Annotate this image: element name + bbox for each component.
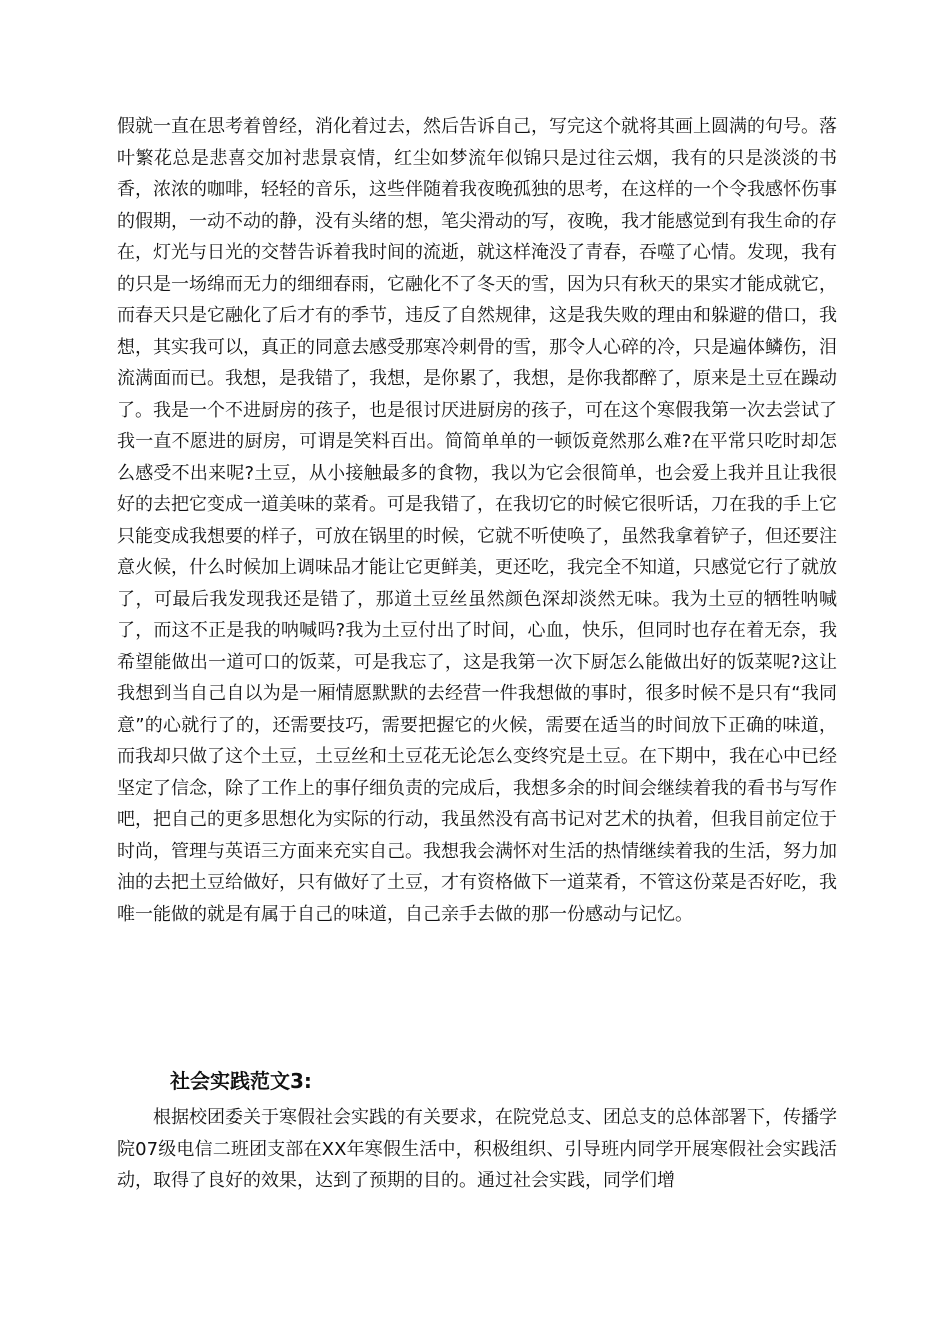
essay-paragraph: 假就一直在思考着曾经，消化着过去，然后告诉自己，写完这个就将其画上圆满的句号。落叶繁花总是悲喜交加衬悲景哀情，红尘如梦流年似锦只是过往云烟，我有的只是淡淡的书香，浓浓的咖啡，轻轻的音乐，这些伴随着我夜晚孤独的思考，在这样的一个令我感怀伤事的假期，一动不动的静，没有头绪的想，笔尖滑动的写，夜晚，我才能感觉到有我生命的存在，灯光与日光的交替告诉着我时间的流逝，就这样淹没了青春，吞噬了心情。发现，我有的只是一场绵而无力的细细春雨，它融化不了冬天的雪，因为只有秋天的果实才能成就它，而春天只是它融化了后才有的季节，违反了自然规律，这是我失败的理由和躲避的借口，我想，其实我可以，真正的同意去感受那寒冷刺骨的雪，那令人心碎的冷，只是遍体鳞伤，泪流满面而已。我想，是我错了，我想，是你累了，我想，是你我都醉了，原来是土豆在躁动了。我是一个不进厨房的孩子，也是很讨厌进厨房的孩子，可在这个寒假我第一次去尝试了我一直不愿进的厨房，可谓是笑料百出。简简单单的一顿饭竟然那么难?在平常只吃时却怎么感受不出来呢?土豆，从小接触最多的食物，我以为它会很简单，也会爱上我并且让我很好的去把它变成一道美味的菜肴。可是我错了，在我切它的时候它很听话，刀在我的手上它只能变成我想要的样子，可放在锅里的时候，它就不听使唤了，虽然我拿着铲子，但还要注意火候，什么时候加上调味品才能让它更鲜美，更还吃，我完全不知道，只感觉它行了就放了，可最后我发现我还是错了，那道土豆丝虽然颜色深却淡然无味。我为土豆的牺牲呐喊了，而这不正是我的呐喊吗?我为土豆付出了时间，心血，快乐，但同时也存在着无奈，我希望能做出一道可口的饭菜，可是我忘了，这是我第一次下厨怎么能做出好的饭菜呢?这让我想到当自己自以为是一厢情愿默默的去经营一件我想做的事时，很多时候不是只有“我同意”的心就行了的，还需要技巧，需要把握它的火候，需要在适当的时间放下正确的味道，而我却只做了这个土豆，土豆丝和土豆花无论怎么变终究是土豆。在下期中，我在心中已经坚定了信念，除了工作上的事仔细负责的完成后，我想多余的时间会继续着我的看书与写作吧，把自己的更多思想化为实际的行动，我虽然没有高书记对艺术的执着，但我目前定位于时尚，管理与英语三方面来充实自己。我想我会满怀对生活的热情继续着我的生活，努力加油的去把土豆给做好，只有做好了土豆，才有资格做下一道菜肴，不管这份菜是否好吃，我唯一能做的就是有属于自己的味道，自己亲手去做的那一份感动与记忆。	[117, 116, 837, 925]
intro-paragraph: 根据校团委关于寒假社会实践的有关要求，在院党总支、团总支的总体部署下，传播学院07级电信二班团支部在XX年寒假生活中，积极组织、引导班内同学开展寒假社会实践活动，取得了良好的效果，达到了预期的目的。通过社会实践，同学们增	[117, 1107, 837, 1191]
section-heading: 社会实践范文3:	[170, 1069, 312, 1093]
